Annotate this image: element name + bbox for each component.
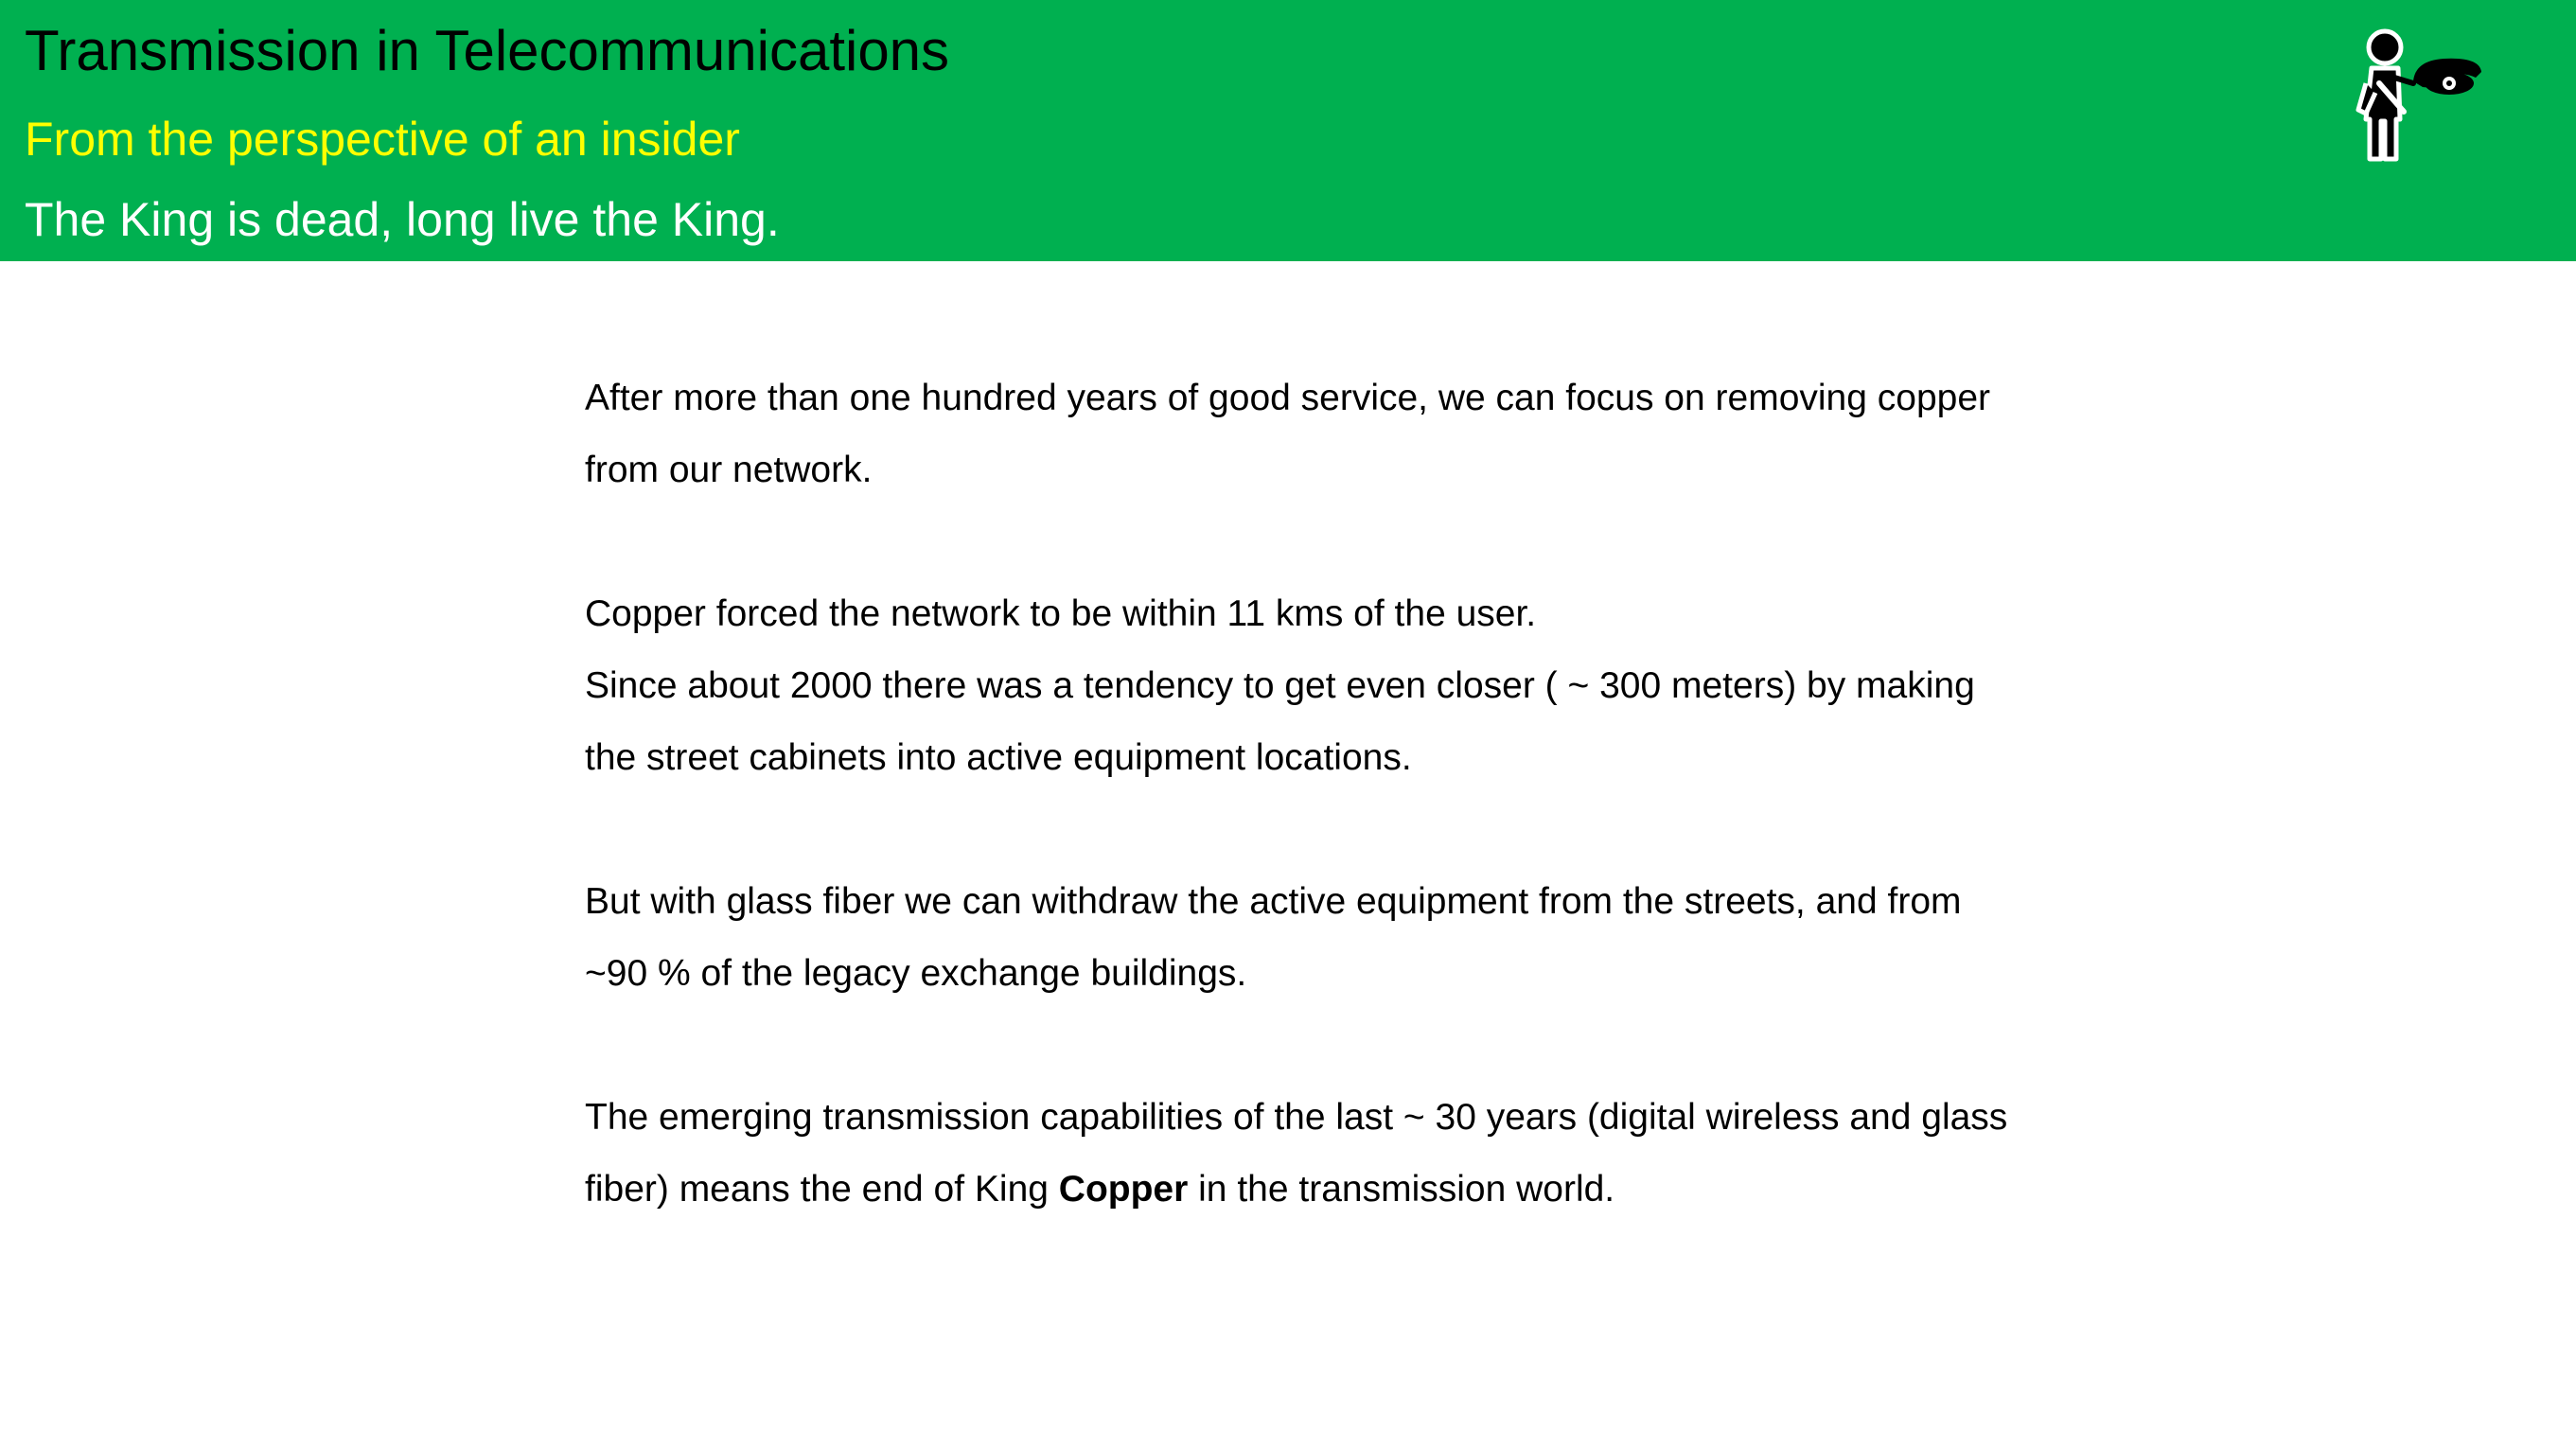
paragraph-end-of-copper bbox=[585, 1082, 2023, 1226]
body-line: Copper forced the network to be within 11 kms of the user. bbox=[585, 593, 1537, 634]
page-tagline: The King is dead, long live the King. bbox=[25, 193, 780, 246]
paragraph-network-distance bbox=[585, 578, 2023, 794]
body-line: from our network. bbox=[585, 450, 873, 490]
body-line: But with glass fiber we can withdraw the active equipment from the streets, and from bbox=[585, 881, 1962, 922]
body-line: the street cabinets into active equipment locations. bbox=[585, 737, 1412, 778]
person-with-telephone-icon bbox=[2338, 27, 2489, 168]
emphasis-copper: Copper bbox=[1058, 1169, 1189, 1210]
page-title: Transmission in Telecommunications bbox=[25, 19, 950, 82]
body-line-with-emphasis bbox=[585, 1154, 2023, 1226]
body-line: After more than one hundred years of good service, we can focus on removing copper bbox=[585, 378, 1991, 418]
body-line: Since about 2000 there was a tendency to get even closer ( ~ 300 meters) by making bbox=[585, 665, 1975, 706]
paragraph-copper-removal bbox=[585, 362, 2023, 506]
body-line: The emerging transmission capabilities of the last ~ 30 years (digital wireless and glass bbox=[585, 1097, 2008, 1138]
paragraph-glass-fiber bbox=[585, 866, 2023, 1010]
header-banner bbox=[0, 0, 2576, 261]
page-subtitle: From the perspective of an insider bbox=[25, 113, 740, 166]
body-text: in the transmission world. bbox=[1188, 1169, 1615, 1210]
slide-body bbox=[585, 362, 2023, 1226]
body-line: ~90 % of the legacy exchange buildings. bbox=[585, 953, 1247, 994]
body-text: fiber) means the end of King bbox=[585, 1169, 1059, 1210]
